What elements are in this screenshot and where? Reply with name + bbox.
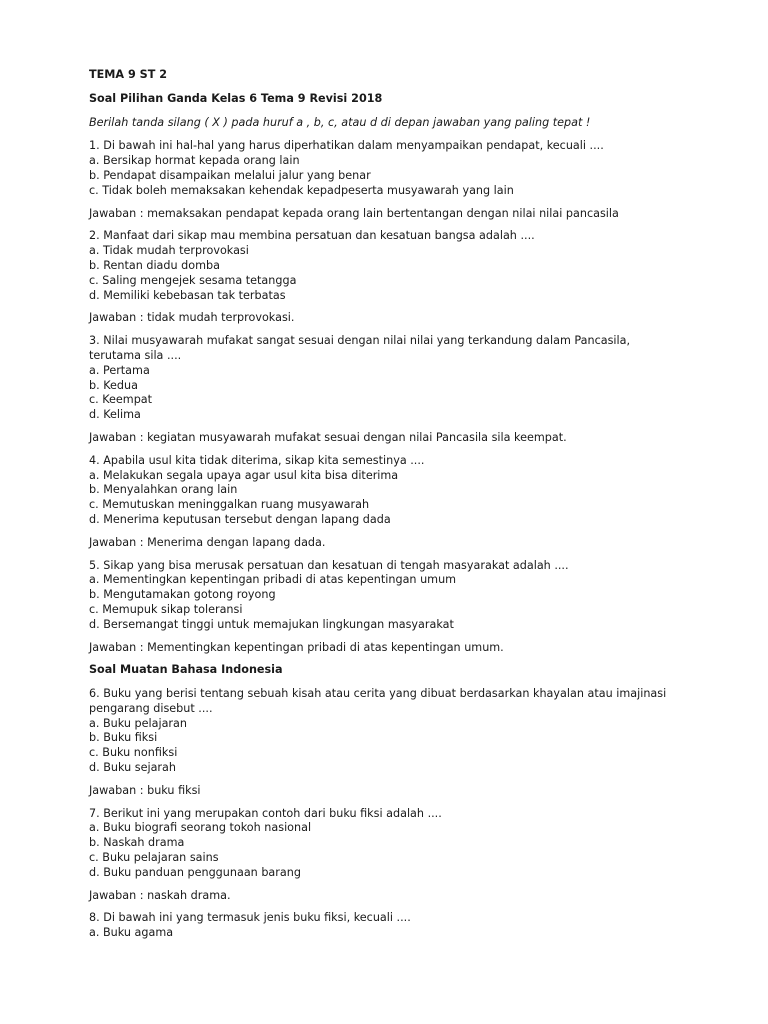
question-item — [89, 559, 729, 656]
answer-option: a. Tidak mudah terprovokasi — [89, 244, 249, 258]
question-text: 4. Apabila usul kita tidak diterima, sikap kita semestinya .... — [89, 453, 425, 467]
question-text: 1. Di bawah ini hal-hal yang harus diperhatikan dalam menyampaikan pendapat, kecuali .... — [89, 139, 604, 153]
question-text: 7. Berikut ini yang merupakan contoh dari buku fiksi adalah .... — [89, 806, 442, 820]
answer-key: Jawaban : Menerima dengan lapang dada. — [89, 535, 326, 549]
answer-key: Jawaban : buku fiksi — [89, 783, 201, 797]
question-text: 2. Manfaat dari sikap mau membina persatuan dan kesatuan bangsa adalah .... — [89, 229, 535, 243]
answer-option: c. Memutuskan meninggalkan ruang musyawarah — [89, 498, 370, 512]
answer-option: d. Buku panduan penggunaan barang — [89, 865, 301, 879]
question-item — [89, 334, 729, 446]
answer-option: a. Buku pelajaran — [89, 716, 187, 730]
answer-key: Jawaban : memaksakan pendapat kepada orang lain bertentangan dengan nilai nilai pancasila — [89, 206, 619, 220]
question-text: pengarang disebut .... — [89, 701, 213, 715]
answer-option: c. Saling mengejek sesama tetangga — [89, 273, 297, 287]
answer-option: b. Buku fiksi — [89, 731, 158, 745]
question-item — [89, 911, 729, 941]
answer-key: Jawaban : Mementingkan kepentingan pribadi di atas kepentingan umum. — [89, 640, 504, 654]
instruction-text: Berilah tanda silang ( X ) pada huruf a , b, c, atau d di depan jawaban yang paling tepat ! — [89, 115, 591, 129]
section-heading-bahasa-indonesia: Soal Muatan Bahasa Indonesia — [89, 663, 283, 677]
answer-option: b. Mengutamakan gotong royong — [89, 588, 276, 602]
answer-option: a. Bersikap hormat kepada orang lain — [89, 154, 300, 168]
answer-option: c. Memupuk sikap toleransi — [89, 602, 243, 616]
answer-option: a. Buku agama — [89, 926, 174, 940]
question-section-ppkn — [89, 139, 729, 655]
answer-option: b. Rentan diadu domba — [89, 258, 220, 272]
answer-option: d. Bersemangat tinggi untuk memajukan lingkungan masyarakat — [89, 617, 454, 631]
answer-key: Jawaban : naskah drama. — [89, 888, 231, 902]
answer-option: d. Menerima keputusan tersebut dengan lapang dada — [89, 512, 391, 526]
answer-option: c. Buku nonfiksi — [89, 746, 178, 760]
answer-key: Jawaban : kegiatan musyawarah mufakat sesuai dengan nilai Pancasila sila keempat. — [89, 430, 567, 444]
question-text: 8. Di bawah ini yang termasuk jenis buku fiksi, kecuali .... — [89, 911, 411, 925]
document-title: Soal Pilihan Ganda Kelas 6 Tema 9 Revisi 2018 — [89, 91, 383, 105]
answer-option: a. Mementingkan kepentingan pribadi di atas kepentingan umum — [89, 573, 457, 587]
question-item — [89, 139, 729, 221]
answer-option: b. Naskah drama — [89, 836, 185, 850]
answer-option: a. Melakukan segala upaya agar usul kita bisa diterima — [89, 468, 399, 482]
answer-option: d. Kelima — [89, 408, 141, 422]
answer-option: c. Buku pelajaran sains — [89, 851, 219, 865]
answer-option: b. Menyalahkan orang lain — [89, 483, 238, 497]
question-text: 6. Buku yang berisi tentang sebuah kisah atau cerita yang dibuat berdasarkan khayalan atau imajinasi — [89, 687, 667, 701]
answer-option: c. Keempat — [89, 393, 153, 407]
answer-option: d. Buku sejarah — [89, 761, 176, 775]
answer-option: b. Pendapat disampaikan melalui jalur yang benar — [89, 168, 371, 182]
answer-option: d. Memiliki kebebasan tak terbatas — [89, 288, 286, 302]
document-page — [89, 68, 729, 941]
question-text: terutama sila .... — [89, 348, 182, 362]
question-item — [89, 687, 729, 799]
question-text: 5. Sikap yang bisa merusak persatuan dan kesatuan di tengah masyarakat adalah .... — [89, 558, 569, 572]
question-text: 3. Nilai musyawarah mufakat sangat sesuai dengan nilai nilai yang terkandung dalam Pancasila, — [89, 334, 631, 348]
question-item — [89, 229, 729, 326]
answer-key: Jawaban : tidak mudah terprovokasi. — [89, 311, 295, 325]
question-item — [89, 807, 729, 904]
tema-heading: TEMA 9 ST 2 — [89, 68, 168, 81]
answer-option: a. Pertama — [89, 363, 150, 377]
answer-option: c. Tidak boleh memaksakan kehendak kepadpeserta musyawarah yang lain — [89, 183, 514, 197]
answer-option: a. Buku biografi seorang tokoh nasional — [89, 821, 312, 835]
question-section-bahasa-indonesia — [89, 687, 729, 941]
question-item — [89, 454, 729, 551]
answer-option: b. Kedua — [89, 378, 138, 392]
